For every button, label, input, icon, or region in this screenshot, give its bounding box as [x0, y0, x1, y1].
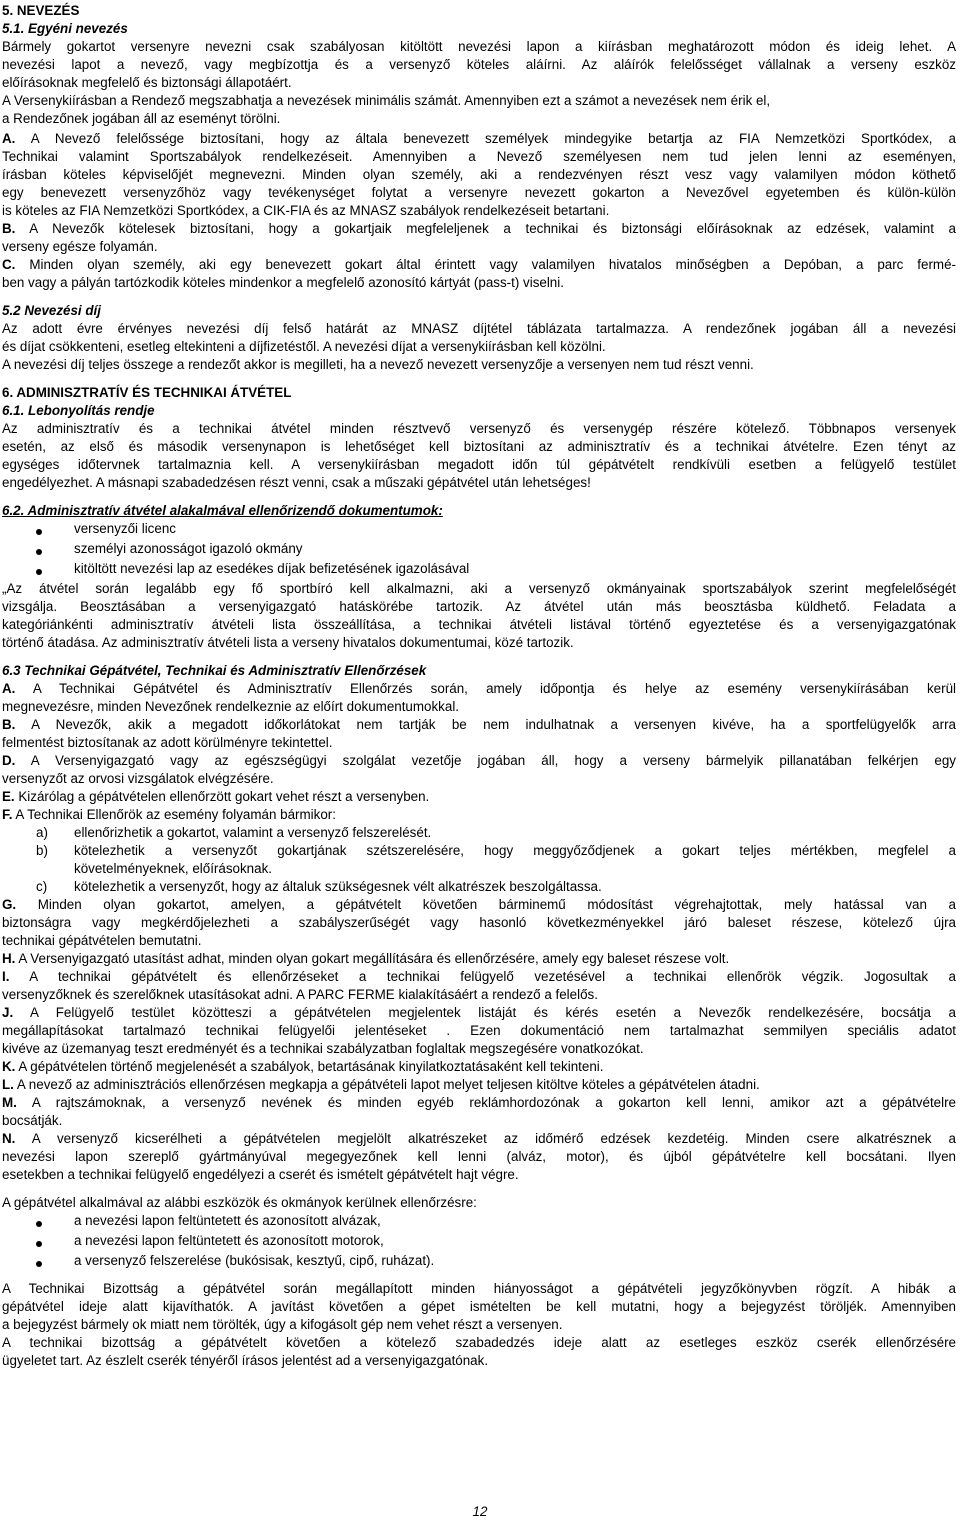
paragraph-text: Minden olyan gokartot, amelyen, a gépátvételt követően bárminemű módosítást végrehajtottak, mely hatással van a [16, 897, 956, 912]
item-letter: H. [2, 951, 16, 966]
paragraph-line: bocsátják. [2, 1113, 63, 1128]
paragraph-c [2, 256, 956, 274]
item-f [2, 806, 956, 824]
paragraph-text: A Technikai Ellenőrök az esemény folyamán bármikor: [12, 807, 336, 822]
item-n [2, 1130, 956, 1148]
sublist-item: ellenőrizhetik a gokartot, valamint a versenyző felszerelését. [74, 825, 432, 840]
paragraph-line: megnevezésre, minden Nevezőnek rendelkeznie az előírt dokumentumokkal. [2, 699, 460, 714]
paragraph-line: történő átadása. Az adminisztratív átvételi lista a verseny hivatalos dokumentumai, közé tartozik. [2, 635, 574, 650]
paragraph-text: A Nevező felelőssége biztosítani, hogy az általa benevezett személyek mindegyike betartja az FIA Nemzetközi Sportkódex, a [15, 131, 956, 146]
list-item: kitöltött nevezési lap az esedékes díjak befizetésének igazolásával [74, 561, 470, 576]
paragraph-line: A gépátvétel alkalmával az alábbi eszközök és okmányok kerülnek ellenőrzésre: [2, 1195, 477, 1210]
item-letter: A. [2, 131, 16, 146]
paragraph-line: kivéve az üzemanyag teszt eredményét és a technikai szabályzatban foglaltak megszegésére vonatkozókat. [2, 1041, 644, 1056]
paragraph-line: Az adminisztratív és a technikai átvétel minden résztvevő versenyző és versenygép részére kötelező. Többnapos versenyek [2, 421, 956, 436]
sublist-item: kötelezhetik a versenyzőt gokartjának szétszerelésére, hogy meggyőződjenek a gokart teljes mértékben, megfelel a [74, 843, 956, 858]
item-letter: K. [2, 1059, 16, 1074]
list-item: a versenyző felszerelése (bukósisak, kesztyű, cipő, ruházat). [74, 1253, 435, 1268]
paragraph-line: A nevezési díj teljes összege a rendezőt akkor is megilleti, ha a nevező nevezett versenyzője a versenyen nem tud részt venni. [2, 357, 754, 372]
paragraph-a [2, 130, 956, 148]
item-letter: D. [2, 753, 16, 768]
paragraph-line: ügyeletet tart. Az észlelt cserék tényéről írásos jelentést ad a versenyigazgatónak. [2, 1353, 489, 1368]
paragraph-line: „Az átvétel során legalább egy fő sportbíró kell alkalmazni, aki a versenyző okmányainak sportszabályok szerint megfelelőségét [2, 581, 956, 596]
item-a [2, 680, 956, 698]
item-h [2, 950, 956, 968]
sublist-item: követelményeknek, előírásoknak. [74, 861, 272, 876]
item-j [2, 1004, 956, 1022]
sublist-mark: b) [36, 843, 48, 858]
paragraph-line: nevezési lapon szereplő gyártmányúval megegyezőnek kell lenni (alváz, motor), és újból gépátvételre kell bocsátani. Ilyen [2, 1149, 956, 1164]
paragraph-line: versenyzőt az orvosi vizsgálatok elvégzésére. [2, 771, 274, 786]
bullet-icon [36, 1261, 42, 1267]
list-item: személyi azonosságot igazoló okmány [74, 541, 303, 556]
bullet-icon [36, 1241, 42, 1247]
section-6-heading: 6. ADMINISZTRATÍV ÉS TECHNIKAI ÁTVÉTEL [2, 385, 292, 400]
paragraph-line: Technikai valamint Sportszabályok rendelkezéseit. Amennyiben a Nevező személyesen nem tud jelen lenni az eseményen, [2, 149, 956, 164]
bullet-icon [36, 1221, 42, 1227]
item-d [2, 752, 956, 770]
paragraph-line: technikai gépátvételen bemutatni. [2, 933, 202, 948]
item-letter: I. [2, 969, 10, 984]
item-letter: J. [2, 1005, 14, 1020]
paragraph-line: és díjat csökkenteni, esetleg eltekinteni a díjfizetéstől. A nevezési díjat a versenykiírásban kell közölni. [2, 339, 606, 354]
item-letter: L. [2, 1077, 14, 1092]
list-item: a nevezési lapon feltüntetett és azonosított alvázak, [74, 1213, 381, 1228]
item-e [2, 788, 956, 806]
paragraph-line: megállapításokat tartalmazó technikai felügyelői jelentéseket . Ezen dokumentáció nem tartalmazhat semmilyen speciális adatot [2, 1023, 956, 1038]
paragraph-text: A Felügyelő testület közötteszi a gépátvételen megjelentek listáját és kérés esetén a Nevezők rendelkezésére, bocsátja a [13, 1005, 956, 1020]
paragraph-line: verseny egésze folyamán. [2, 239, 158, 254]
paragraph-line: esetekben a technikai felügyelő engedélyezi a cserét és ismételt gépátvételt hajt végre. [2, 1167, 519, 1182]
paragraph-line: engedélyezhet. A másnapi szabadedzésen részt venni, csak a műszaki gépátvétel után lehetséges! [2, 475, 591, 490]
bullet-icon [36, 529, 42, 535]
section-6-2-heading: 6.2. Adminisztratív átvétel alakalmával ellenőrizendő dokumentumok: [2, 503, 443, 518]
section-6-1-heading: 6.1. Lebonyolítás rendje [2, 403, 155, 418]
paragraph-line: gépátvétel ideje alatt kijavíthatók. A javítást követően a gépet ismételten be kell mutatni, hogy a bejegyzést töröljék. Amennyiben [2, 1299, 956, 1314]
item-letter: G. [2, 897, 17, 912]
paragraph-text: A rajtszámoknak, a versenyző nevének és minden egyéb reklámhordozónak a gokarton kell lenni, amikor azt a gépátvételre [16, 1095, 956, 1110]
bullet-icon [36, 569, 42, 575]
paragraph-line: nevezési lapot a nevező, vagy megbízottja és a versenyző köteles aláírni. Az aláírók felelősséget vállalnak a verseny eszköz [2, 57, 956, 72]
item-letter: B. [2, 221, 16, 236]
item-letter: C. [2, 257, 16, 272]
paragraph-line: írásban köteles képviselőjét megnevezni. Minden olyan személy, aki a rendezvényen részt vesz vagy valamilyen módon köthető [2, 167, 956, 182]
page-number: 12 [472, 1504, 488, 1519]
item-letter: F. [2, 807, 13, 822]
paragraph-line: esetén, az első és második versenynapon is lehetőséget kell biztosítani az adminisztratív és a technikai átvételre. Ezen tényt az [2, 439, 956, 454]
item-letter: M. [2, 1095, 17, 1110]
section-5-heading: 5. NEVEZÉS [2, 3, 80, 18]
paragraph-line: kategóriánkénti adminisztratív átvételi lista összeállítása, a technikai átvételi listával történő egyeztetése és a versenyigazgatónak [2, 617, 956, 632]
item-letter: B. [2, 717, 16, 732]
item-letter: A. [2, 681, 16, 696]
section-6-3-heading: 6.3 Technikai Gépátvétel, Technikai és Adminisztratív Ellenőrzések [2, 663, 427, 678]
paragraph-line: felmentést biztosítanak az adott körülményre tekintettel. [2, 735, 333, 750]
list-item: a nevezési lapon feltüntetett és azonosított motorok, [74, 1233, 384, 1248]
paragraph-line: versenyzőknek és szerelőknek utasításokat adni. A PARC FERME kialakításáért a rendező a felelős. [2, 987, 598, 1002]
item-k [2, 1058, 956, 1076]
bullet-icon [36, 549, 42, 555]
paragraph-b [2, 220, 956, 238]
item-letter: E. [2, 789, 15, 804]
paragraph-text: A technikai gépátvételt és ellenőrzéseket a technikai felügyelő vezetésével a technikai ellenőrök végzik. Jogosultak a [9, 969, 956, 984]
sublist-mark: c) [36, 879, 48, 894]
paragraph-line: egységes időtervnek tartalmaznia kell. A versenykiírásban megadott időn túl gépátvételt rendkívüli esetben a felügyelő testület [2, 457, 956, 472]
item-m [2, 1094, 956, 1112]
paragraph-text: A Nevezők, akik a megadott időkorlátokat nem tartják be nem indulhatnak a versenyen kivéve, ha a sportfelügyelők arra [15, 717, 956, 732]
paragraph-line: a bejegyzést bármely ok miatt nem törölték, úgy a kifogásolt gép nem vehet részt a versenyen. [2, 1317, 563, 1332]
paragraph-line: a Rendezőnek jogában áll az eseményt törölni. [2, 111, 281, 126]
paragraph-text: A Versenyigazgató utasítást adhat, minden olyan gokart megállítására és ellenőrzésére, amely egy baleset részese volt. [15, 951, 730, 966]
paragraph-line: biztonságra vagy megkérdőjelezheti a szabályszerűségét vagy hasonló következményekkel járó baleset részese, kötelező újra [2, 915, 956, 930]
sublist-item: kötelezhetik a versenyzőt, hogy az általuk szükségesnek vélt alkatrészek beszolgáltassa. [74, 879, 602, 894]
paragraph-text: Kizárólag a gépátvételen ellenőrzött gokart vehet részt a versenyben. [14, 789, 430, 804]
item-g [2, 896, 956, 914]
item-letter: N. [2, 1131, 16, 1146]
paragraph-text: A Versenyigazgató vagy az egészségügyi szolgálat vezetője jogában áll, hogy a verseny bármelyik pillanatában felkérjen egy [15, 753, 956, 768]
paragraph-line: előírásoknak megfelelő és biztonsági állapotáért. [2, 75, 292, 90]
paragraph-line: A technikai bizottság a gépátvételt követően a kötelező szabadedzés ideje alatt az esetleges eszköz cserék ellenőrzésére [2, 1335, 956, 1350]
paragraph-line: egy benevezett versenyzőhöz vagy tevékenységet folytat a versenyre nevezett gokarton a Nevezővel egyetemben és külön-külön [2, 185, 956, 200]
item-i [2, 968, 956, 986]
paragraph-line: Bármely gokartot versenyre nevezni csak szabályosan kitöltött nevezési lapon a kiírásban meghatározott módon és ideig lehet. A [2, 39, 956, 54]
paragraph-line: A Technikai Bizottság a gépátvétel során megállapított minden hiányosságot a gépátvételi jegyzőkönyvben rögzít. A hibák a [2, 1281, 956, 1296]
paragraph-text: A gépátvételen történő megjelenését a szabályok, betartásának kinyilatkoztatásaként kell tekinteni. [15, 1059, 604, 1074]
paragraph-line: is köteles az FIA Nemzetközi Sportkódex, a CIK-FIA és az MNASZ szabályok rendelkezéseit betartani. [2, 203, 610, 218]
paragraph-line: vizsgálja. Beosztásában a versenyigazgató hatáskörébe tartozik. Az átvétel után más beosztásba küldhető. Feladata a [2, 599, 956, 614]
paragraph-line: A Versenykiírásban a Rendező megszabhatja a nevezések minimális számát. Amennyiben ezt a számot a nevezések nem érik el, [2, 93, 771, 108]
paragraph-line: Az adott évre érvényes nevezési díj felső határát az MNASZ díjtétel táblázata tartalmazza. A rendezőnek jogában áll a nevezési [2, 321, 956, 336]
item-b [2, 716, 956, 734]
paragraph-text: A versenyző kicserélheti a gépátvételen megjelölt alkatrészeket az időmérő edzések kezdetéig. Minden csere alkatrésznek a [15, 1131, 956, 1146]
paragraph-text: Minden olyan személy, aki egy benevezett gokart által érintett vagy valamilyen hivatalos minőségben a Depóban, a parc fermé- [15, 257, 956, 272]
paragraph-text: A Technikai Gépátvétel és Adminisztratív Ellenőrzés során, amely időpontja és helye az esemény versenykiírásában kerül [15, 681, 956, 696]
sublist-mark: a) [36, 825, 48, 840]
section-5-2-heading: 5.2 Nevezési díj [2, 303, 101, 318]
paragraph-line: ben vagy a pályán tartózkodik köteles mindenkor a megfelelő azonosító kártyát (pass-t) viselni. [2, 275, 564, 290]
paragraph-text: A Nevezők kötelesek biztosítani, hogy a gokartjaik megfeleljenek a technikai és biztonsági előírásoknak az edzések, valamint a [15, 221, 956, 236]
section-5-1-heading: 5.1. Egyéni nevezés [2, 21, 128, 36]
list-item: versenyzői licenc [74, 521, 176, 536]
paragraph-text: A nevező az adminisztrációs ellenőrzésen megkapja a gépátvételi lapot melyet teljesen kitöltve köteles a gépátvételen átadni. [13, 1077, 760, 1092]
item-l [2, 1076, 956, 1094]
